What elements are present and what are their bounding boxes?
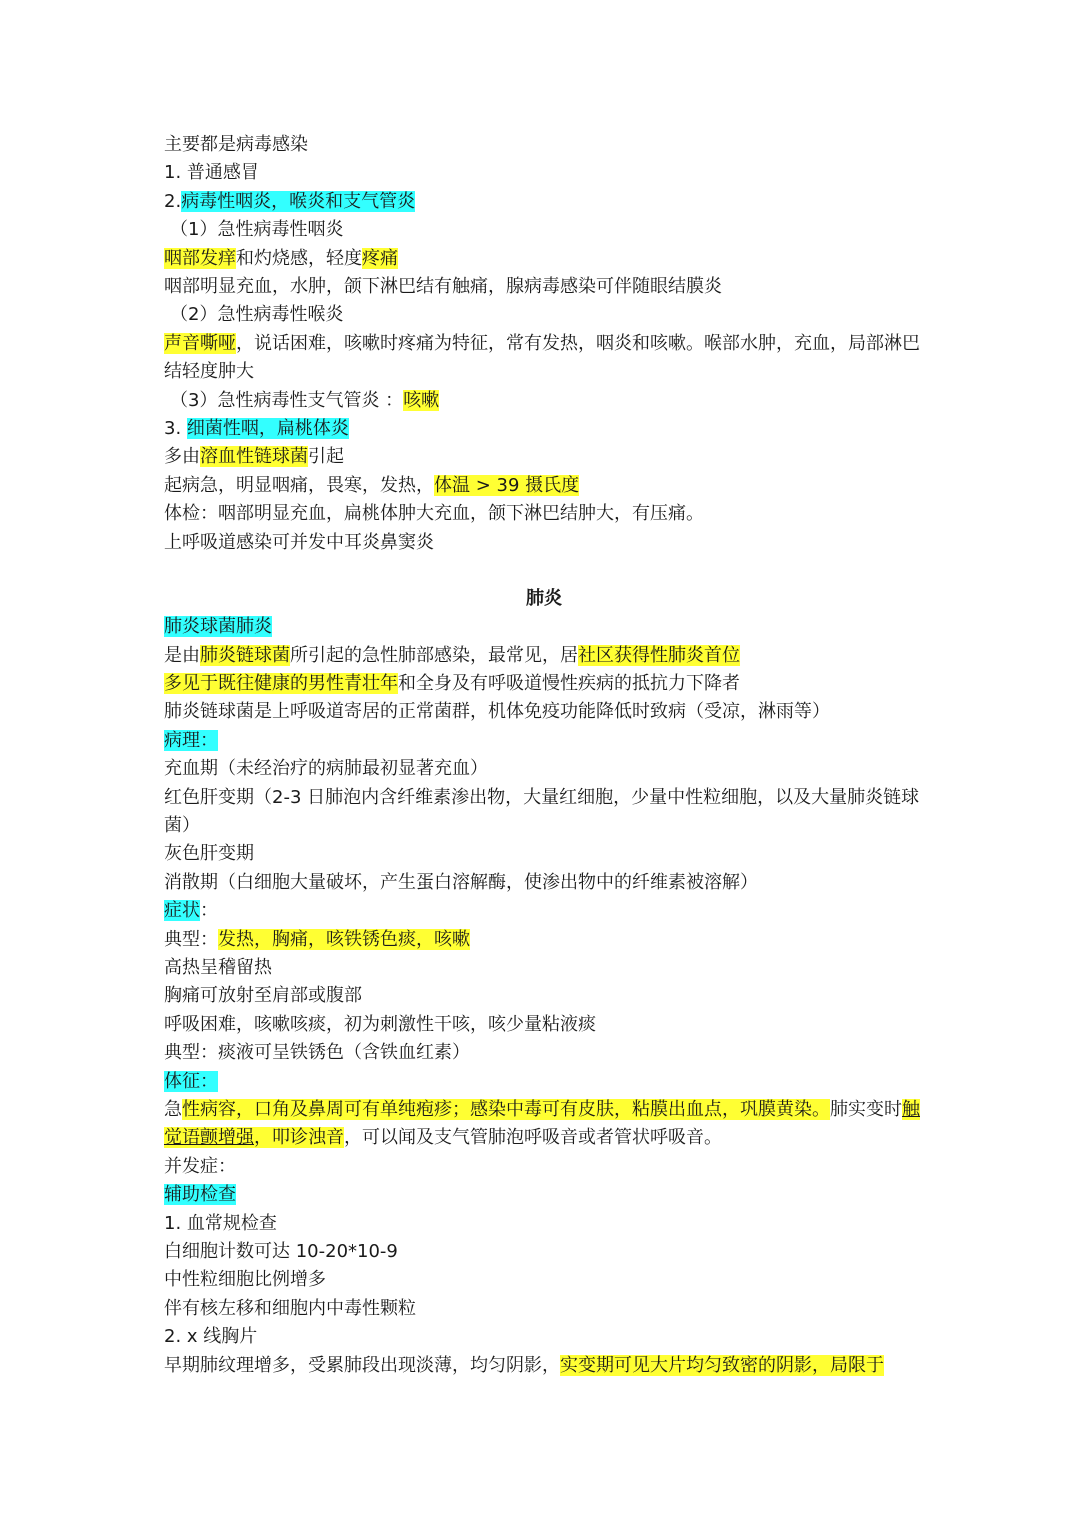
yellow-highlight: 声音嘶哑 bbox=[164, 332, 236, 354]
text-line: 充血期（未经治疗的病肺最初显著充血） bbox=[164, 758, 488, 780]
cyan-highlight: 症状 bbox=[164, 900, 200, 922]
text-line: 胸痛可放射至肩部或腹部 bbox=[164, 985, 362, 1007]
yellow-highlight: 多见于既往健康的男性青壮年 bbox=[164, 673, 398, 695]
text-line: 灰色肝变期 bbox=[164, 843, 254, 865]
yellow-highlight: 疼痛 bbox=[362, 247, 398, 269]
label-auxiliary bbox=[164, 1181, 924, 1209]
text-paragraph: 声音嘶哑，说话困难，咳嗽时疼痛为特征，常有发热，咽炎和咳嗽。喉部水肿，充血，局部淋巴结轻度肿大 bbox=[164, 332, 920, 383]
yellow-highlight: 肺炎链球菌 bbox=[200, 644, 290, 666]
text-line: 多由溶血性链球菌引起 bbox=[164, 446, 344, 468]
text-line: 起病急，明显咽痛，畏寒，发热，体温 > 39 摄氏度 bbox=[164, 474, 580, 496]
cyan-highlight: 体征： bbox=[164, 1070, 218, 1092]
text-line: 体检：咽部明显充血，扁桃体肿大充血，颌下淋巴结肿大，有压痛。 bbox=[164, 503, 704, 525]
text-line: 上呼吸道感染可并发中耳炎鼻窦炎 bbox=[164, 531, 434, 553]
sub-heading-laryngitis: （2）急性病毒性喉炎 bbox=[170, 304, 344, 326]
document-page bbox=[164, 131, 924, 1380]
cyan-highlight: 病理： bbox=[164, 729, 218, 751]
yellow-highlight: 发热，胸痛，咳铁锈色痰，咳嗽 bbox=[218, 928, 470, 950]
label-symptoms: 症状： bbox=[164, 900, 218, 922]
sub-heading-pharyngitis: （1）急性病毒性咽炎 bbox=[170, 219, 344, 241]
text-line: 2. x 线胸片 bbox=[164, 1326, 258, 1348]
cyan-highlight: 辅助检查 bbox=[164, 1184, 236, 1206]
text-line: 伴有核左移和细胞内中毒性颗粒 bbox=[164, 1297, 416, 1319]
cyan-highlight: 细菌性咽，扁桃体炎 bbox=[186, 417, 349, 439]
yellow-highlight: 体温 > 39 摄氏度 bbox=[434, 474, 580, 496]
text-line: 典型：发热，胸痛，咳铁锈色痰，咳嗽 bbox=[164, 928, 470, 950]
yellow-highlight: 咳嗽 bbox=[403, 389, 440, 411]
item-viral-pharyngitis: 2.病毒性咽炎，喉炎和支气管炎 bbox=[164, 190, 416, 212]
sub-heading-bronchitis: （3）急性病毒性支气管炎 ：咳嗽 bbox=[170, 389, 440, 411]
text-paragraph: 急性病容，口角及鼻周可有单纯疱疹；感染中毒可有皮肤，粘膜出血点，巩膜黄染。肺实变时触觉语颤增强，叩诊浊音，可以闻及支气管肺泡呼吸音或者管状呼吸音。 bbox=[164, 1098, 920, 1149]
text-line: 咽部明显充血，水肿，颌下淋巴结有触痛，腺病毒感染可伴随眼结膜炎 bbox=[164, 275, 722, 297]
text-line: 咽部发痒和灼烧感，轻度疼痛 bbox=[164, 247, 398, 269]
section-title-pneumonia: 肺炎 bbox=[526, 587, 562, 609]
text-line: 消散期（白细胞大量破坏，产生蛋白溶解酶，使渗出物中的纤维素被溶解） bbox=[164, 871, 758, 893]
yellow-highlight-underlined: 触觉语颤增强 bbox=[164, 1098, 920, 1149]
label-signs bbox=[164, 1068, 924, 1096]
yellow-highlight: ，叩诊浊音 bbox=[254, 1127, 344, 1149]
text-line: 呼吸困难，咳嗽咳痰，初为刺激性干咳，咳少量粘液痰 bbox=[164, 1013, 596, 1035]
text-line: 是由肺炎链球菌所引起的急性肺部感染，最常见，居社区获得性肺炎首位 bbox=[164, 644, 740, 666]
intro-line: 主要都是病毒感染 bbox=[164, 134, 308, 155]
text-line: 多见于既往健康的男性青壮年和全身及有呼吸道慢性疾病的抵抗力下降者 bbox=[164, 673, 740, 695]
text-line: 典型：痰液可呈铁锈色（含铁血红素） bbox=[164, 1042, 470, 1064]
text-line: 白细胞计数可达 10-20*10-9 bbox=[164, 1240, 398, 1262]
text-line: 早期肺纹理增多，受累肺段出现淡薄，均匀阴影，实变期可见大片均匀致密的阴影，局限于 bbox=[164, 1354, 884, 1376]
subtitle-pneumococcal bbox=[164, 613, 924, 641]
section-gap bbox=[164, 557, 924, 585]
yellow-highlight: 溶血性链球菌 bbox=[200, 446, 308, 468]
text-line: 肺炎链球菌是上呼吸道寄居的正常菌群，机体免疫功能降低时致病（受凉，淋雨等） bbox=[164, 701, 830, 723]
text-line: 中性粒细胞比例增多 bbox=[164, 1269, 326, 1291]
yellow-highlight: 性病容，口角及鼻周可有单纯疱疹；感染中毒可有皮肤，粘膜出血点，巩膜黄染。 bbox=[182, 1098, 830, 1120]
cyan-highlight: 肺炎球菌肺炎 bbox=[164, 616, 272, 638]
yellow-highlight: 咽部发痒 bbox=[164, 247, 236, 269]
item-bacterial-pharyngitis: 3. 细菌性咽，扁桃体炎 bbox=[164, 417, 349, 439]
text-line: 高热呈稽留热 bbox=[164, 957, 272, 978]
yellow-highlight: 社区获得性肺炎首位 bbox=[578, 644, 740, 666]
text-line: 1. 血常规检查 bbox=[164, 1212, 277, 1234]
yellow-highlight: 实变期可见大片均匀致密的阴影，局限于 bbox=[560, 1354, 884, 1376]
item-common-cold: 1. 普通感冒 bbox=[164, 162, 259, 184]
label-pathology bbox=[164, 727, 924, 755]
text-line: 并发症： bbox=[164, 1155, 236, 1177]
text-paragraph: 红色肝变期（2-3 日肺泡内含纤维素渗出物，大量红细胞，少量中性粒细胞，以及大量肺炎链球菌） bbox=[164, 786, 920, 837]
cyan-highlight: 病毒性咽炎，喉炎和支气管炎 bbox=[181, 190, 416, 212]
